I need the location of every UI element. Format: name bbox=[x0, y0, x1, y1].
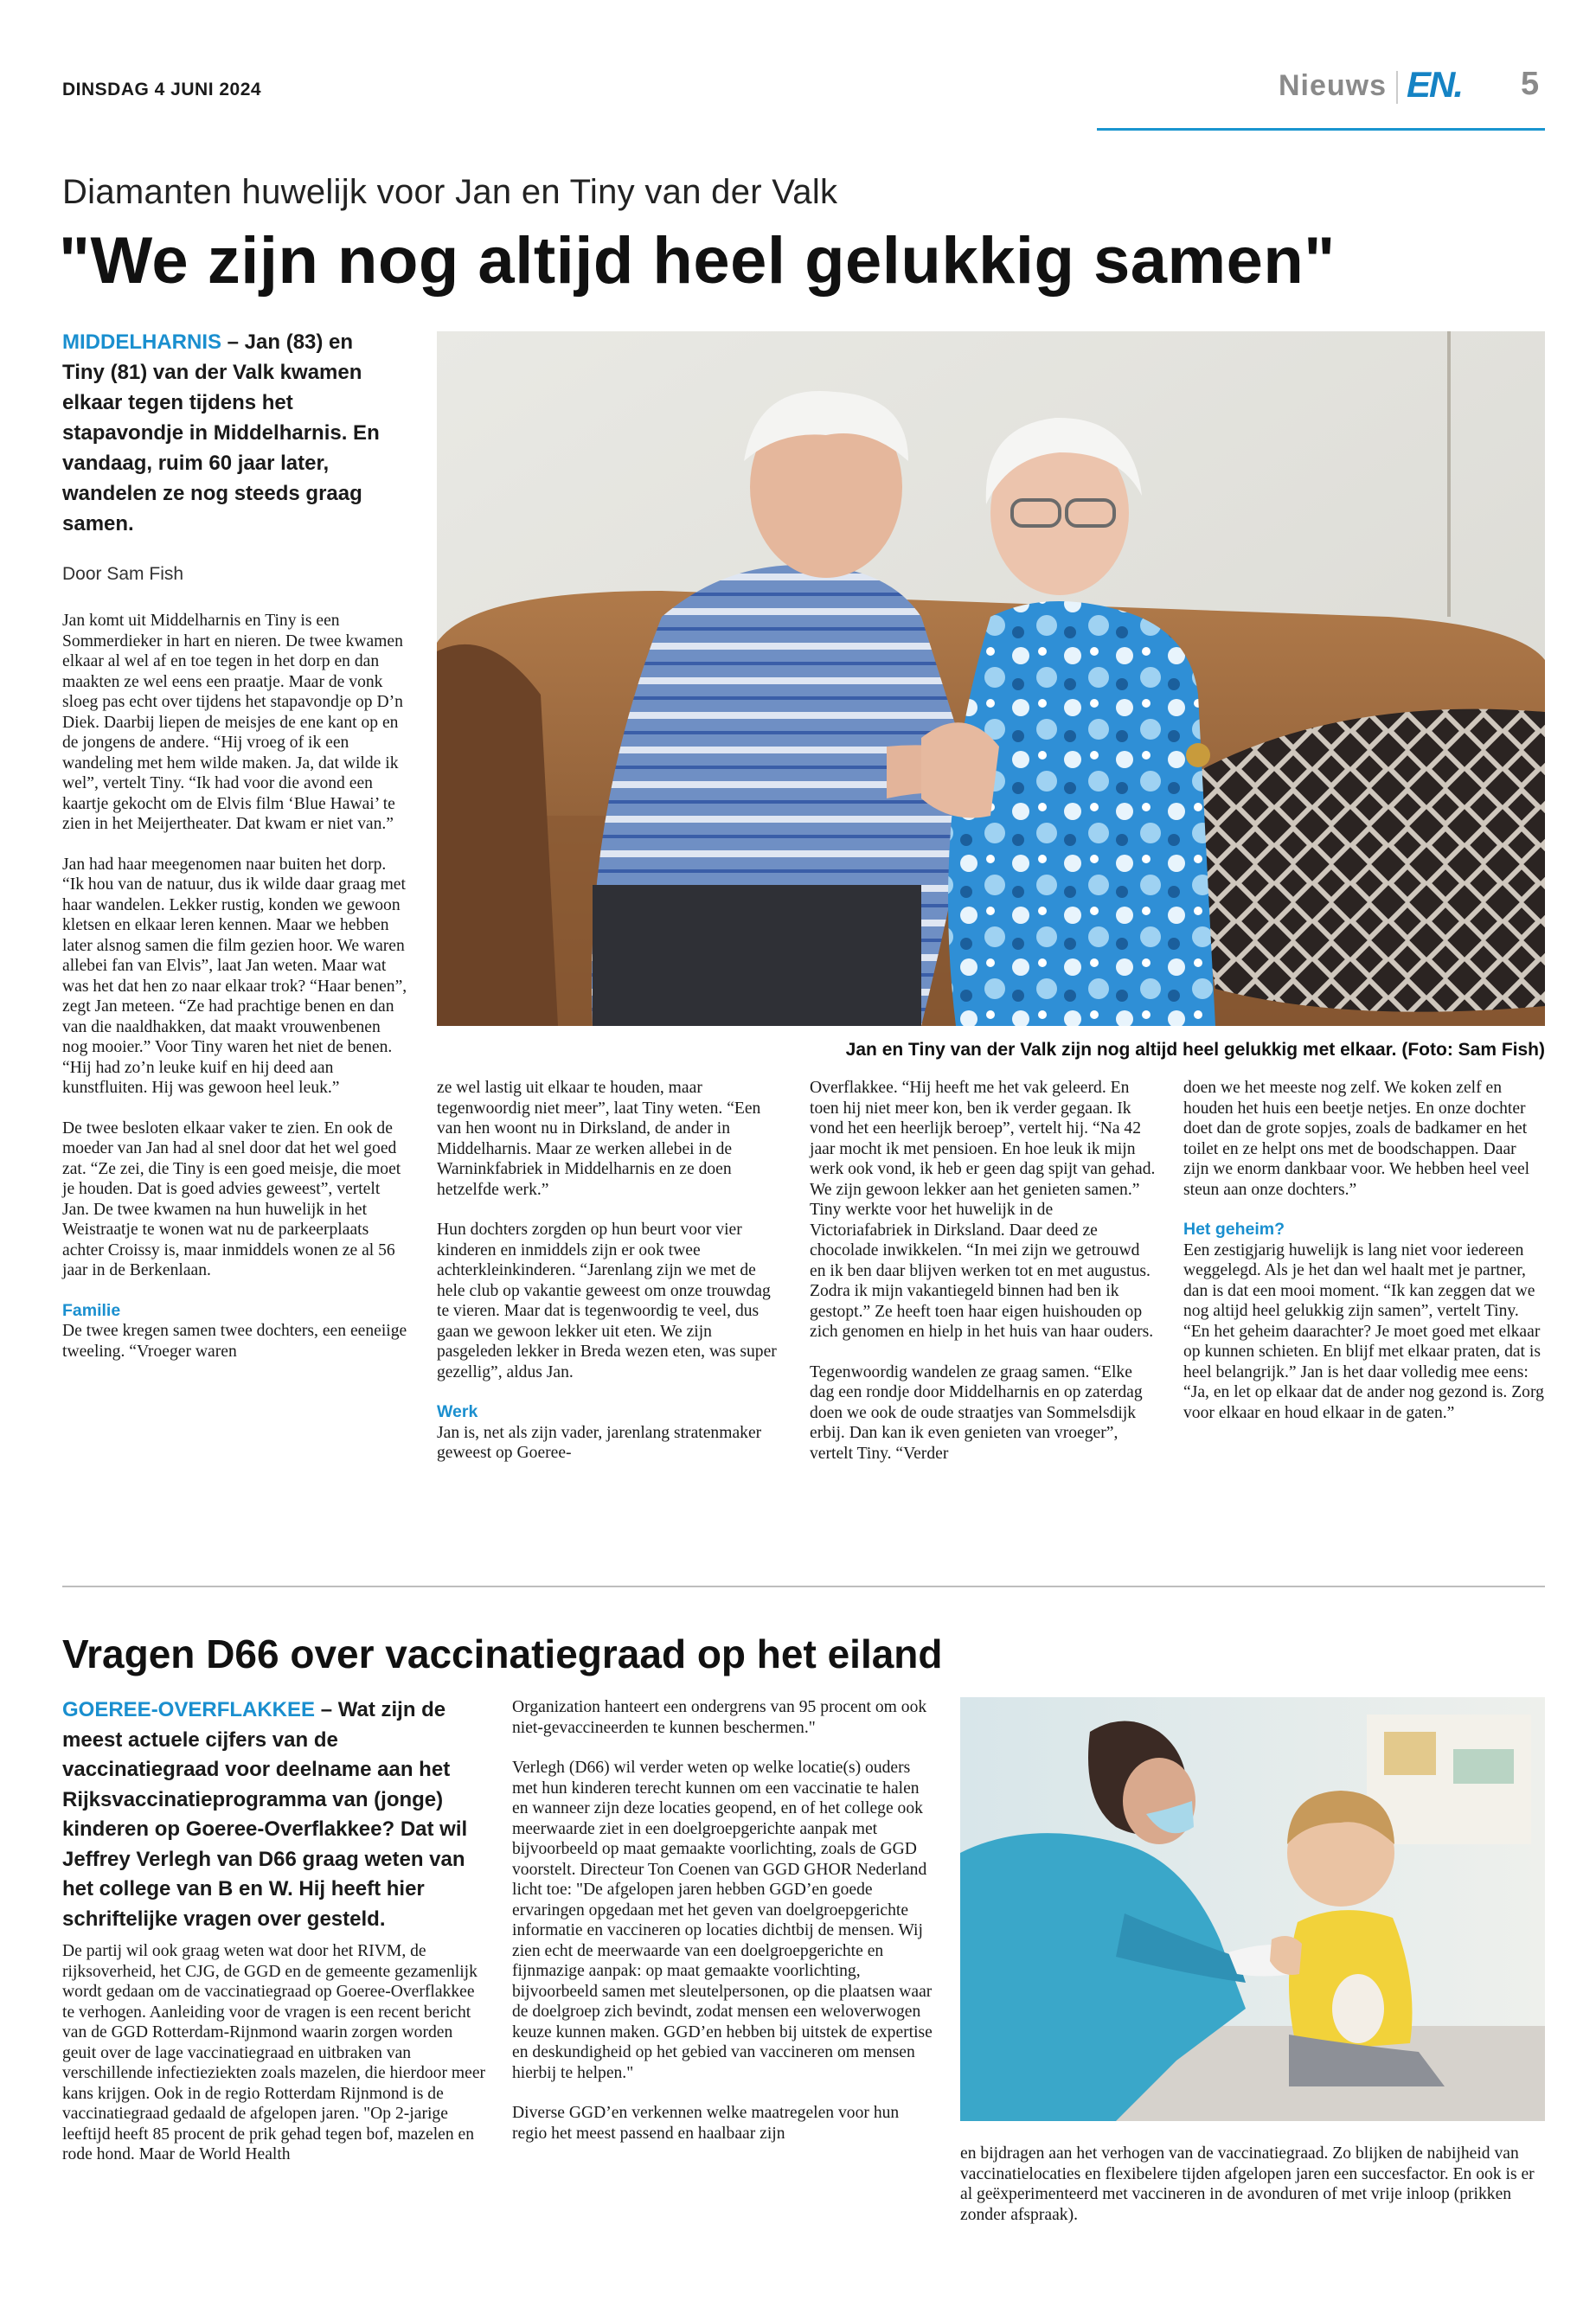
vaccination-photo bbox=[960, 1697, 1545, 2121]
paragraph: Verlegh (D66) wil verder weten op welke locatie(s) ouders met hun kinderen terecht kunnen om een vaccinatie te halen en wanneer zijn deze locaties geopend, en of het college ook meerwaarde ziet in een doelgroepgerichte aanpak met bijvoorbeeld op maat gemaakte voorlichting, zoals de GGD voorstelt. Directeur Ton Coenen van GGD GHOR Nederland licht toe: "De afgelopen jaren hebben GGD’en goede ervaringen opgedaan met het geven van doelgroepgerichte informatie en vaccineren op locaties dichtbij de mensen. Wij zien echt de meerwaarde van een doelgroepgerichte en fijnmazige aanpak: op maat gemaakte voorlichting, bijvoorbeeld samen met sleutelpersonen, op die plaatsen waar de doelgroep zich bevindt, zodat mensen een weloverwogen keuze kunnen maken. GGD’en hebben bij uitstek de expertise en deskundigheid op het gebied van vaccineren om mensen hierbij te helpen." bbox=[512, 1759, 933, 2082]
photo-caption: Jan en Tiny van der Valk zijn nog altijd heel gelukkig met elkaar. (Foto: Sam Fish) bbox=[845, 1040, 1545, 1060]
article-headline: "We zijn nog altijd heel gelukkig samen" bbox=[59, 224, 1336, 298]
subheading-werk: Werk bbox=[437, 1402, 478, 1421]
paragraph: Jan komt uit Middelharnis en Tiny is een Sommerdieker in hart en nieren. De twee kwamen elkaar al wel af en toe tegen in het dorp en dan maakten ze wel eens een praatje. Maar de vonk sloeg pas echt over tijdens het stapavondje op D’n Diek. Daarbij liepen de meisjes de ene kant op en de jongens de andere. “Hij vroeg of ik een wandeling met hem wilde maken. Ja, dat wilde ik wel”, vertelt Tiny. “Ik had voor die avond een kaartje gekocht om de Elvis film ‘Blue Hawai’ te zien in het Meijertheater. Dat kwam er niet van.” bbox=[62, 612, 403, 833]
article-kicker: Diamanten huwelijk voor Jan en Tiny van der Valk bbox=[62, 173, 838, 211]
paragraph: ze wel lastig uit elkaar te houden, maar tegenwoordig niet meer”, laat Tiny weten. “Een van hen woont nu in Dirksland, de ander in Middelharnis. Maar ze werken allebei in de Warninkfabriek in Middelharnis en ze doen hetzelfde werk.” bbox=[437, 1079, 761, 1199]
paragraph: doen we het meeste nog zelf. We koken zelf en houden het huis een beetje netjes. En onze dochter doet dan de grote sopjes, zoals de badkamer en het toilet en ze helpt ons met de boodschappen. Daar zijn we enorm dankbaar voor. We hebben heel veel steun aan onze dochters.” bbox=[1183, 1079, 1530, 1199]
paragraph: Een zestigjarig huwelijk is lang niet voor iedereen weggelegd. Als je het dan wel haalt met je partner, dan is dat een mooi moment. “Ik kan zeggen dat we nog altijd heel gelukkig zijn samen”, vertelt Tiny. “En het geheim daarachter? Je moet goed met elkaar op kunnen schieten. En blijf met elkaar praten, dat is heel belangrijk.” Jan is het daar volledig mee eens: “Ja, en let op elkaar dat de ander nog gezond is. Zorg voor elkaar en houd elkaar in de gaten.” bbox=[1183, 1240, 1544, 1422]
issue-date: DINSDAG 4 JUNI 2024 bbox=[62, 80, 262, 99]
paragraph: en bijdragen aan het verhogen van de vaccinatiegraad. Zo blijken de nabijheid van vaccinatielocaties en flexibelere tijden afgelopen jaren een succesfactor. En ook is er al geëxperimenteerd met vaccineren in de avonduren of met vrije inloop (prikken zonder afspraak). bbox=[960, 2144, 1535, 2224]
lead-dateline: GOEREE-OVERFLAKKEE bbox=[62, 1698, 316, 1721]
lead-text: – Wat zijn de meest actuele cijfers van de vaccinatiegraad voor deelname aan het Rijksvaccinatieprogramma van (jonge) kinderen op Goeree-Overflakkee? Dat wil Jeffrey Verlegh van D66 graag weten van het college van B en W. Hij heeft hier schriftelijke vragen over gesteld. bbox=[62, 1698, 468, 1931]
lead-text: – Jan (83) en Tiny (81) van der Valk kwamen elkaar tegen tijdens het stapavondje in Middelharnis. En vandaag, ruim 60 jaar later, wandelen ze nog steeds graag samen. bbox=[62, 330, 380, 535]
article1-column-2 bbox=[437, 1078, 783, 1484]
article1-column-4 bbox=[1183, 1078, 1545, 1443]
paragraph: Jan had haar meegenomen naar buiten het dorp. “Ik hou van de natuur, dus ik wilde daar graag met haar wandelen. Lekker rustig, konden we gewoon kletsen en elkaar leren kennen. Maar we hebben later alsnog samen die film gezien hoor. We waren allebei fan van Elvis”, laat Jan weten. Maar wat was het dat hen zo naar elkaar trok? “Haar benen”, zegt Jan meteen. “Ze had prachtige benen en dan van die naaldhakken, dat maakt vrouwenbenen nog mooier.” Voor Tiny waren het niet de benen. “Hij had zo’n leuke kuif en hij deed aan kunstfluiten. Hij was gewoon heel leuk.” bbox=[62, 855, 407, 1097]
article-lead bbox=[62, 327, 391, 539]
subheading-het-geheim: Het geheim? bbox=[1183, 1220, 1285, 1239]
newspaper-logo: EN. bbox=[1407, 64, 1463, 105]
paragraph: Hun dochters zorgden op hun beurt voor vier kinderen en inmiddels zijn er ook twee achterkleinkinderen. “Jarenlang zijn we met de hele club op vakantie geweest om onze trouwdag te vieren. Maar dat is tegenwoordig te veel, dus gaan we gewoon lekker uit eten. We zijn pasgeleden lekker in Breda wezen eten, was super gezellig”, aldus Jan. bbox=[437, 1221, 777, 1381]
paragraph: De partij wil ook graag weten wat door het RIVM, de rijksoverheid, het CJG, de GGD en de gemeente gezamenlijk wordt gedaan om de vaccinatiegraad op Goeree-Overflakkee te verhogen. Aanleiding voor de vragen is een recent bericht van de GGD Rotterdam-Rijnmond waarin zorgen worden geuit over de lage vaccinatiegraad en uitbraken van verschillende infectieziekten zoals mazelen, die hierdoor meer kans krijgen. Ook in de regio Rotterdam Rijnmond is de vaccinatiegraad gedaald de afgelopen jaren. "Op 2-jarige leeftijd heeft 85 procent de prik gehad tegen bof, mazelen en rode hond. Maar de World Health bbox=[62, 1942, 486, 2163]
header-rule bbox=[1097, 128, 1545, 131]
article-divider bbox=[62, 1586, 1545, 1587]
byline: Door Sam Fish bbox=[62, 564, 184, 584]
paragraph: Overflakkee. “Hij heeft me het vak geleerd. En toen hij niet meer kon, ben ik verder gegaan. Ik vond het een heerlijk beroep”, vertelt hij. “Na 42 jaar mocht ik met pensioen. En hoe leuk ik mijn werk ook vond, ik heb er geen dag spijt van gehad. We zijn gewoon lekker aan het genieten samen.” Tiny werkte voor het huwelijk in de Victoriafabriek in Dirksland. Daar deed ze chocolade inwikkelen. “In mei zijn we getrouwd en ik ben daar blijven werken tot en met augustus. Zodra ik mijn vakantiegeld binnen had ben ik gestopt.” Ze heeft toen haar eigen huishouden op zich genomen en hielp in het huis van haar ouders. bbox=[810, 1079, 1156, 1341]
section-label: Nieuws bbox=[1279, 69, 1388, 102]
article2-column-3 bbox=[960, 2144, 1545, 2245]
paragraph: De twee besloten elkaar vaker te zien. En ook de moeder van Jan had al snel door dat het wel goed zat. “Ze zei, die Tiny is een goed meisje, die moet je houden. Dat is goed advies geweest”, vertelt Jan. De twee kwamen na hun huwelijk in het Weistraatje te wonen wat nu de parkeerplaats achter Croissy is, maar inmiddels wonen ze al 56 jaar in de Berkenlaan. bbox=[62, 1118, 401, 1279]
paragraph: Jan is, net als zijn vader, jarenlang stratenmaker geweest op Goeree- bbox=[437, 1423, 762, 1462]
article2-column-1 bbox=[62, 1941, 486, 2185]
paragraph: Organization hanteert een ondergrens van 95 procent om ook niet-gevaccineerden te kunnen beschermen." bbox=[512, 1698, 927, 1737]
article1-column-1 bbox=[62, 611, 408, 1381]
page-number: 5 bbox=[1521, 66, 1540, 102]
header-separator bbox=[1396, 71, 1398, 104]
lead-dateline: MIDDELHARNIS bbox=[62, 330, 221, 354]
paragraph: Tegenwoordig wandelen ze graag samen. “Elke dag een rondje door Middelharnis en op zaterdag doen we ook de oude straatjes van Sommelsdijk erbij. Dan kan ik even genieten van vroeger”, vertelt Tiny. “Verder bbox=[810, 1362, 1143, 1463]
article1-column-3 bbox=[810, 1078, 1156, 1484]
subheading-familie: Familie bbox=[62, 1300, 121, 1320]
couple-photo bbox=[437, 331, 1545, 1026]
article2-lead bbox=[62, 1695, 486, 1934]
paragraph: De twee kregen samen twee dochters, een eeneiige tweeling. “Vroeger waren bbox=[62, 1322, 407, 1361]
article2-headline: Vragen D66 over vaccinatiegraad op het eiland bbox=[62, 1631, 943, 1676]
article2-column-2 bbox=[512, 1697, 936, 2163]
paragraph: Diverse GGD’en verkennen welke maatregelen voor hun regio het meest passend en haalbaar zijn bbox=[512, 2104, 900, 2143]
